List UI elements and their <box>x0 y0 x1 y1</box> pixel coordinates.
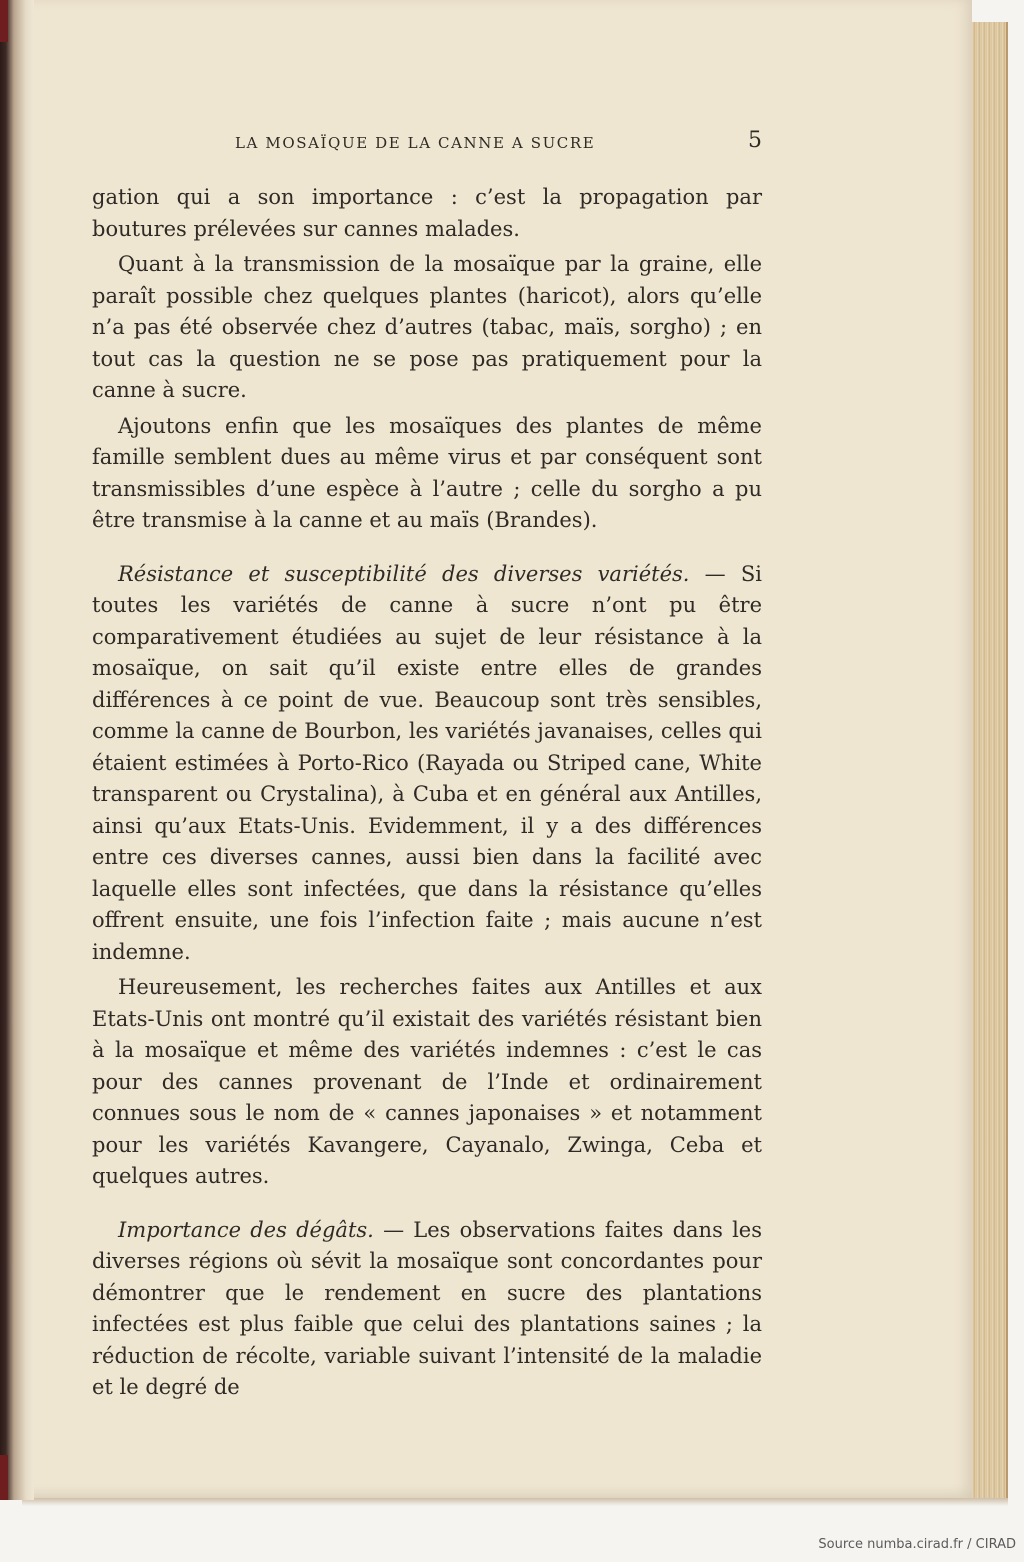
page-number: 5 <box>748 128 762 153</box>
page-fore-edge <box>966 22 1008 1498</box>
running-head-title: LA MOSAÏQUE DE LA CANNE A SUCRE <box>235 134 596 152</box>
section-heading: Importance des dégâts. <box>118 1217 374 1242</box>
paragraph <box>92 1215 762 1404</box>
source-credit: Source numba.cirad.fr / CIRAD <box>818 1537 1016 1552</box>
paragraph-text: — Les observations faites dans les diverses régions où sévit la mosaïque sont concordantes pour démontrer que le rendement en sucre des plantations infectées est plus faible que celui des plantations saines ; la réduction de récolte, variable suivant l’intensité de la maladie et le degré de <box>92 1217 763 1399</box>
paragraph <box>92 182 762 245</box>
binding-ribbon-bottom <box>0 1455 8 1500</box>
paragraph-text: — Si toutes les variétés de canne à sucre n’ont pu être comparativement étudiées au sujet de leur résistance à la mosaïque, on sait qu’il existe entre elles de grandes différences à ce point de vue. Beaucoup sont très sensibles, comme la canne de Bourbon, les variétés javanaises, celles qui étaient estimées à Porto-Rico (Rayada ou Striped cane, White transparent ou Crystalina), à Cuba et en général aux Antilles, ainsi qu’aux Etats-Unis. Evidemment, il y a des différences entre ces diverses cannes, aussi bien dans la facilité avec laquelle elles sont infectées, que dans la résistance qu’elles offrent ensuite, une fois l’infection faite ; mais aucune n’est indemne. <box>92 561 763 964</box>
paragraph <box>92 249 762 407</box>
page-bottom-shadow <box>22 1498 1008 1506</box>
section-heading: Résistance et susceptibilité des diverses variétés. <box>118 561 690 586</box>
binding-edge <box>0 0 34 1500</box>
paragraph <box>92 972 762 1193</box>
paragraph-text: Ajoutons enfin que les mosaïques des plantes de même famille semblent dues au même virus et par conséquent sont transmissibles d’une espèce à l’autre ; celle du sorgho a pu être transmise à la canne et au maïs (Brandes). <box>92 413 762 532</box>
paragraph-text: gation qui a son importance : c’est la propagation par boutures prélevées sur cannes malades. <box>92 185 762 241</box>
paragraph <box>92 411 762 537</box>
page-body <box>92 182 762 1404</box>
paragraph <box>92 559 762 969</box>
paragraph-text: Heureusement, les recherches faites aux Antilles et aux Etats-Unis ont montré qu’il existait des variétés résistant bien à la mosaïque et même des variétés indemnes : c’est le cas pour des cannes provenant de l’Inde et ordinairement connues sous le nom de « cannes japonaises » et notamment pour les variétés Kavangere, Cayanalo, Zwinga, Ceba et quelques autres. <box>92 975 762 1188</box>
binding-ribbon-top <box>0 0 8 42</box>
paragraph-text: Quant à la transmission de la mosaïque par la graine, elle paraît possible chez quelques plantes (haricot), alors qu’elle n’a pas été observée chez d’autres (tabac, maïs, sorgho) ; en tout cas la question ne se pose pas pratiquement pour la canne à sucre. <box>92 252 762 402</box>
